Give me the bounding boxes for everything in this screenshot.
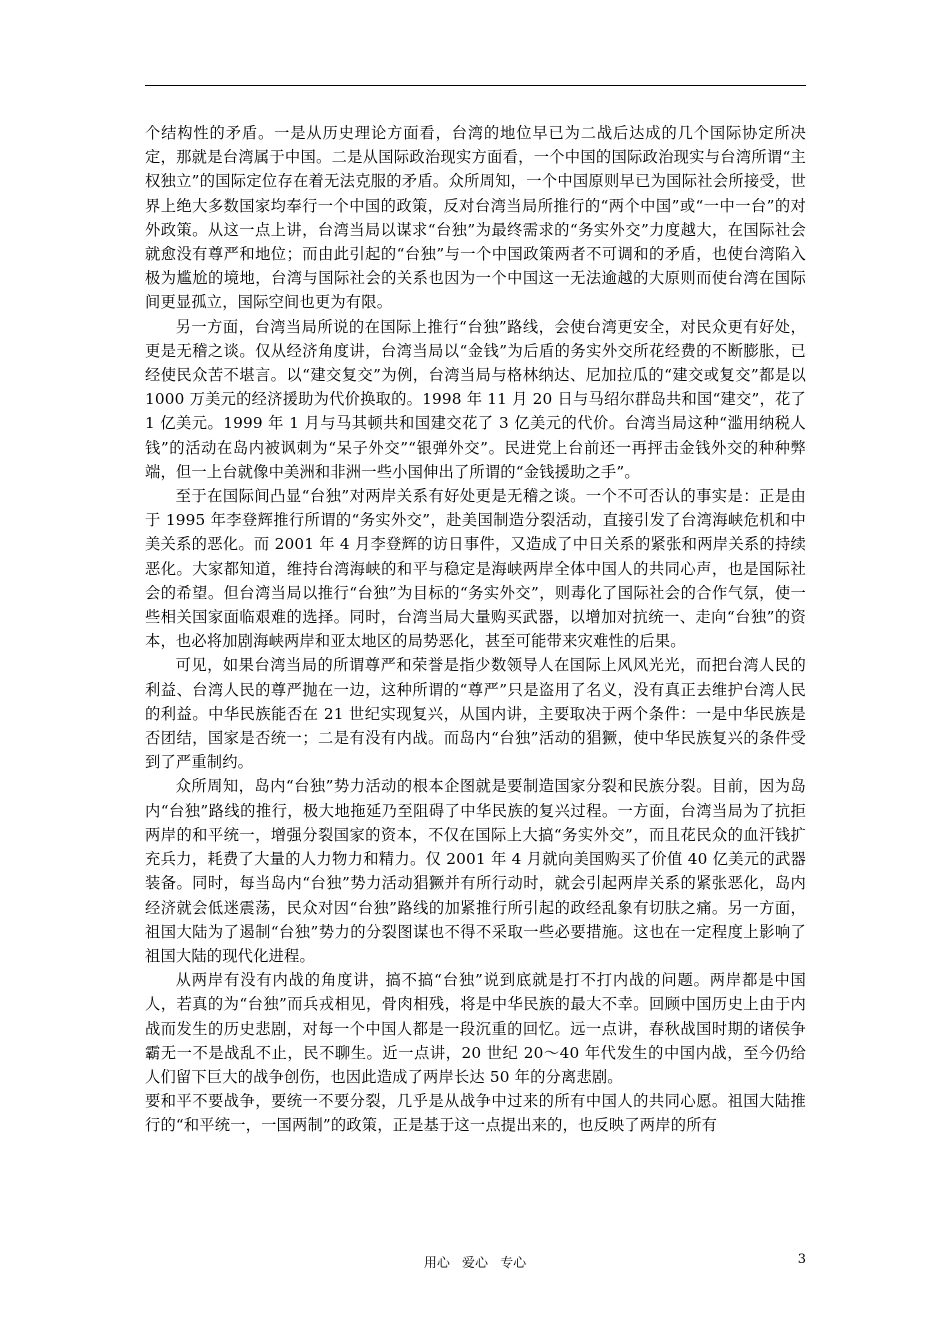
paragraph-5: 众所周知，岛内“台独”势力活动的根本企图就是要制造国家分裂和民族分裂。目前，因为岛内“台独”路线的推行，极大地拖延乃至阻碍了中华民族的复兴过程。一方面，台湾当局为了抗拒两岸的和平统一，增强分裂国家的资本，不仅在国际上大搞“务实外交”，而且花民众的血汗钱扩充兵力，耗费了大量的人力物力和精力。仅 2001 年 4 月就向美国购买了价值 40 亿美元的武器装备。同时，每当岛内“台独”势力活动猖獗并有所行动时，就会引起两岸关系的紧张恶化，岛内经济就会低迷震荡，民众对因“台独”路线的加紧推行所引起的政经乱象有切肤之痛。另一方面，祖国大陆为了遏制“台独”势力的分裂图谋也不得不采取一些必要措施。这也在一定程度上影响了祖国大陆的现代化进程。 (145, 777, 806, 965)
paragraph-7: 要和平不要战争，要统一不要分裂，几乎是从战争中过来的所有中国人的共同心愿。祖国大陆推行的“和平统一，一国两制”的政策，正是基于这一点提出来的，也反映了两岸的所有 (145, 1092, 806, 1135)
page-footer (0, 1252, 950, 1272)
footer-motto: 用心 爱心 专心 (423, 1256, 527, 1271)
paragraph-4: 可见，如果台湾当局的所谓尊严和荣誉是指少数领导人在国际上风风光光，而把台湾人民的利益、台湾人民的尊严抛在一边，这种所谓的“尊严”只是盗用了名义，没有真正去维护台湾人民的利益。中华民族能否在 21 世纪实现复兴，从国内讲，主要取决于两个条件：一是中华民族是否团结，国家是否统一；二是有没有内战。而岛内“台独”活动的猖獗，使中华民族复兴的条件受到了严重制约。 (145, 656, 806, 772)
header-rule (145, 85, 806, 86)
paragraph-1: 个结构性的矛盾。一是从历史理论方面看，台湾的地位早已为二战后达成的几个国际协定所决定，那就是台湾属于中国。二是从国际政治现实方面看，一个中国的国际政治现实与台湾所谓“主权独立”的国际定位存在着无法克服的矛盾。众所周知，一个中国原则早已为国际社会所接受，世界上绝大多数国家均奉行一个中国的政策，反对台湾当局所推行的“两个中国”或“一中一台”的对外政策。从这一点上讲，台湾当局以谋求“台独”为最终需求的“务实外交”力度越大，在国际社会就愈没有尊严和地位；而由此引起的“台独”与一个中国政策两者不可调和的矛盾，也使台湾陷入极为尴尬的境地，台湾与国际社会的关系也因为一个中国这一无法逾越的大原则而使台湾在国际间更显孤立，国际空间也更为有限。 (145, 124, 806, 312)
paragraph-2: 另一方面，台湾当局所说的在国际上推行“台独”路线，会使台湾更安全，对民众更有好处，更是无稽之谈。仅从经济角度讲，台湾当局以“金钱”为后盾的务实外交所花经费的不断膨胀，已经使民众苦不堪言。以“建交复交”为例，台湾当局与格林纳达、尼加拉瓜的“建交或复交”都是以 1000 万美元的经济援助为代价换取的。1998 年 11 月 20 日与马绍尔群岛共和国“建交”，花了 1 亿美元。1999 年 1 月与马其顿共和国建交花了 3 亿美元的代价。台湾当局这种“滥用纳税人钱”的活动在岛内被讽刺为“呆子外交”“银弹外交”。民进党上台前还一再抨击金钱外交的种种弊端，但一上台就像中美洲和非洲一些小国伸出了所谓的“金钱援助之手”。 (145, 317, 806, 481)
document-body (145, 121, 806, 1138)
paragraph-6: 从两岸有没有内战的角度讲，搞不搞“台独”说到底就是打不打内战的问题。两岸都是中国人，若真的为“台独”而兵戎相见，骨肉相残，将是中华民族的最大不幸。回顾中国历史上由于内战而发生的历史悲剧，对每一个中国人都是一段沉重的回忆。远一点讲，春秋战国时期的诸侯争霸无一不是战乱不止，民不聊生。近一点讲，20 世纪 20～40 年代发生的中国内战，至今仍给人们留下巨大的战争创伤，也因此造成了两岸长达 50 年的分离悲剧。 (145, 971, 806, 1086)
paragraph-3: 至于在国际间凸显“台独”对两岸关系有好处更是无稽之谈。一个不可否认的事实是：正是由于 1995 年李登辉推行所谓的“务实外交”，赴美国制造分裂活动，直接引发了台湾海峡危机和中美关系的恶化。而 2001 年 4 月李登辉的访日事件，又造成了中日关系的紧张和两岸关系的持续恶化。大家都知道，维持台湾海峡的和平与稳定是海峡两岸全体中国人的共同心声，也是国际社会的希望。但台湾当局以推行“台独”为目标的“务实外交”，则毒化了国际社会的合作气氛，使一些相关国家面临艰难的选择。同时，台湾当局大量购买武器，以增加对抗统一、走向“台独”的资本，也必将加剧海峡两岸和亚太地区的局势恶化，甚至可能带来灾难性的后果。 (145, 487, 806, 651)
page-number: 3 (797, 1252, 806, 1267)
